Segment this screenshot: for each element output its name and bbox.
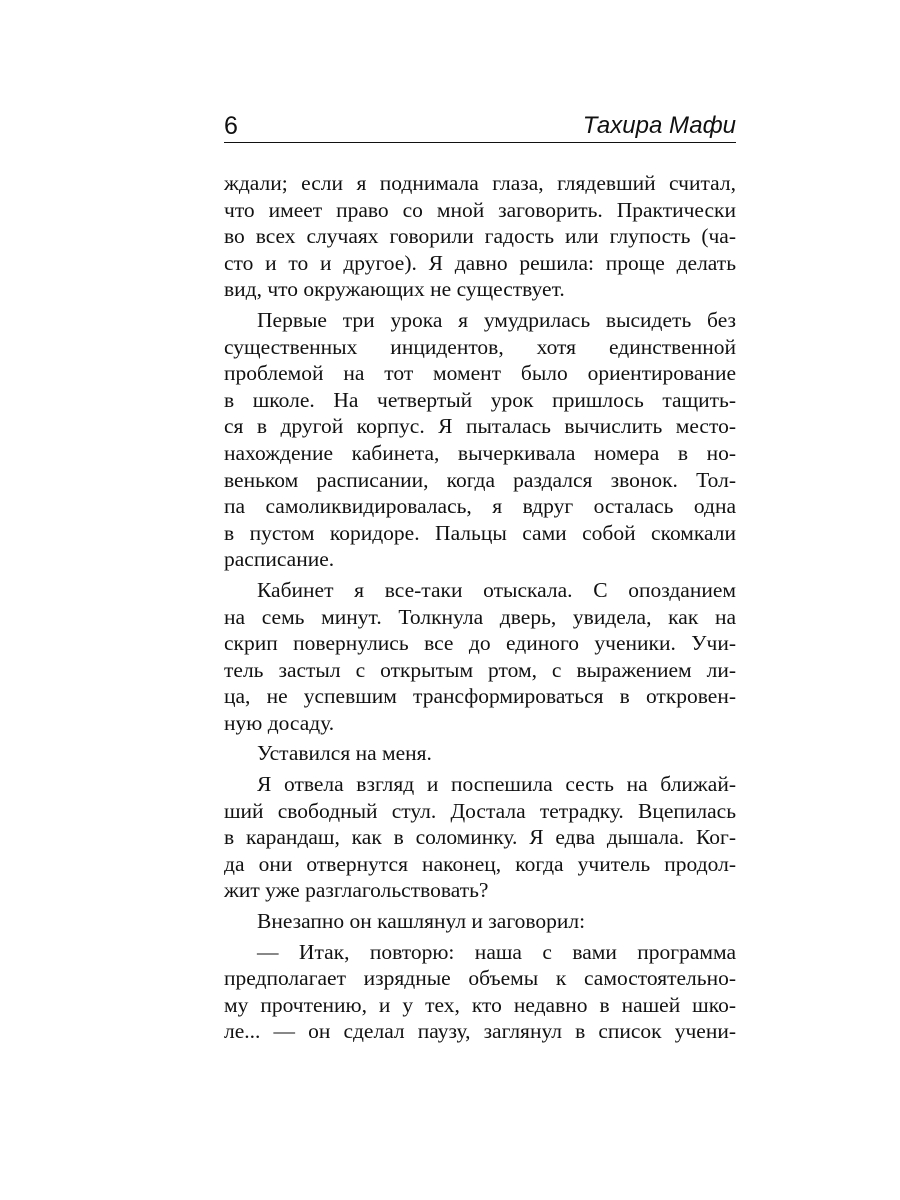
text-line: да они отвернутся наконец, когда учитель продол-: [224, 851, 736, 876]
text-line: Я отвела взгляд и поспешила сесть на ближай-: [257, 772, 736, 797]
text-line: Первые три урока я умудрилась высидеть без: [257, 307, 736, 332]
text-line: нахождение кабинета, вычеркивала номера в но-: [224, 440, 736, 465]
text-line: Внезапно он кашлянул и заговорил:: [257, 909, 586, 934]
text-line: жит уже разглагольствовать?: [224, 878, 489, 903]
paragraph: [224, 939, 736, 1045]
text-line: Кабинет я все-таки отыскала. С опозданием: [257, 577, 736, 602]
text-line: му прочтению, и у тех, кто недавно в нашей шко-: [224, 992, 736, 1017]
text-line: — Итак, повторю: наша с вами программа: [257, 939, 736, 964]
text-line: предполагает изрядные объемы к самостоятельно-: [224, 966, 736, 991]
text-line: па самоликвидировалась, я вдруг осталась одна: [224, 494, 736, 519]
paragraph: [224, 170, 736, 303]
text-line: расписание.: [224, 547, 335, 572]
page-number: 6: [224, 112, 238, 140]
paragraph: [224, 740, 736, 767]
text-line: ждали; если я поднимала глаза, глядевший считал,: [224, 171, 736, 195]
text-line: проблемой на тот момент было ориентирование: [224, 361, 736, 386]
text-line: в пустом коридоре. Пальцы сами собой скомкали: [224, 520, 736, 545]
text-line: веньком расписании, когда раздался звонок. Тол-: [224, 467, 736, 492]
text-line: скрип повернулись все до единого ученики. Учи-: [224, 631, 736, 656]
text-line: ся в другой корпус. Я пыталась вычислить место-: [224, 414, 736, 439]
text-line: вид, что окружающих не существует.: [224, 277, 565, 302]
running-head: [224, 104, 736, 140]
text-line: в школе. На четвертый урок пришлось тащить-: [224, 387, 736, 412]
text-line: Уставился на меня.: [257, 741, 432, 766]
text-line: в карандаш, как в соломинку. Я едва дышала. Ког-: [224, 825, 736, 850]
text-line: ную досаду.: [224, 710, 335, 735]
text-line: во всех случаях говорили гадость или глупость (ча-: [224, 224, 736, 249]
text-line: ле... — он сделал паузу, заглянул в список учени-: [224, 1019, 736, 1044]
text-line: ший свободный стул. Достала тетрадку. Вцепилась: [224, 798, 736, 823]
body-text: [224, 170, 736, 1045]
paragraph: [224, 771, 736, 904]
paragraph: [224, 307, 736, 573]
paragraph: [224, 908, 736, 935]
paragraph: [224, 577, 736, 737]
text-line: существенных инцидентов, хотя единственной: [224, 334, 736, 359]
text-line: сто и то и другое). Я давно решила: проще делать: [224, 250, 736, 275]
text-line: ца, не успевшим трансформироваться в откровен-: [224, 684, 736, 709]
header-rule: [224, 142, 736, 143]
text-line: тель застыл с открытым ртом, с выражением ли-: [224, 657, 736, 682]
author-name: Тахира Мафи: [582, 112, 736, 139]
text-line: на семь минут. Толкнула дверь, увидела, как на: [224, 604, 736, 629]
text-line: что имеет право со мной заговорить. Практически: [224, 197, 736, 222]
